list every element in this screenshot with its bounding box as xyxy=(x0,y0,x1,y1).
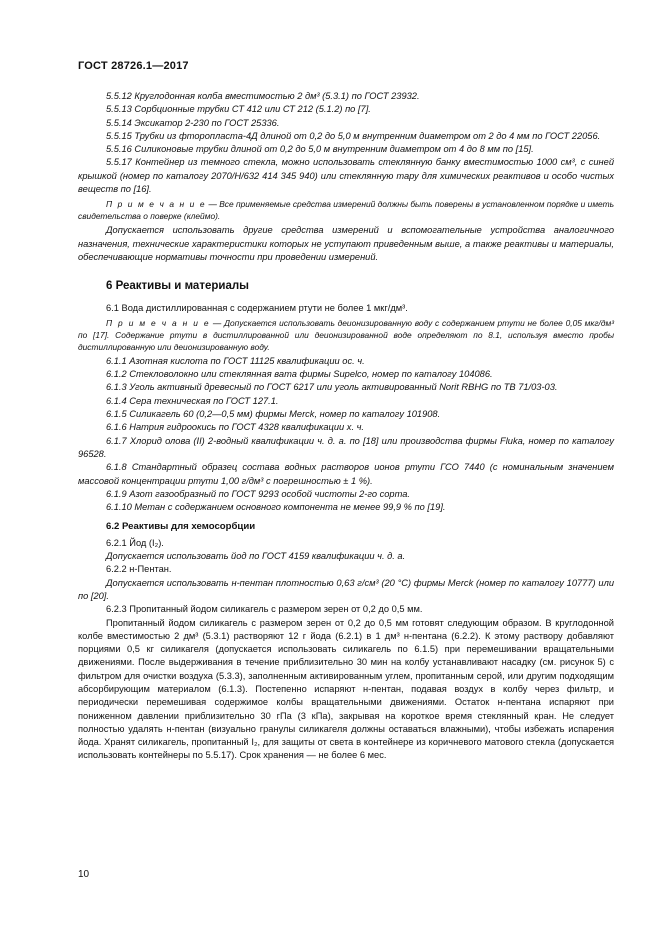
item-5-5-13: 5.5.13 Сорбционные трубки СТ 412 или СТ 212 (5.1.2) по [7]. xyxy=(106,104,371,115)
item-6-1-7: 6.1.7 Хлорид олова (II) 2-водный квалификации ч. д. а. по [18] или производства фирмы Fluka, номер по каталогу 96528. xyxy=(78,435,614,459)
item-6-2-2: 6.2.2 н-Пентан. xyxy=(106,564,172,575)
section-6-title: 6 Реактивы и материалы xyxy=(106,280,249,293)
item-5-5-12: 5.5.12 Круглодонная колба вместимостью 2 дм³ (5.3.1) по ГОСТ 23932. xyxy=(106,91,420,101)
item-6-2-1: 6.2.1 Йод (I₂). xyxy=(106,537,164,548)
item-6-1-5: 6.1.5 Силикагель 60 (0,2—0,5 мм) фирмы Merck, номер по каталогу 101908. xyxy=(106,409,441,420)
item-5-5-14: 5.5.14 Эксикатор 2-230 по ГОСТ 25336. xyxy=(106,117,280,128)
item-6-2-1-allowance: Допускается использовать йод по ГОСТ 4159 квалификации ч. д. а. xyxy=(106,551,406,562)
document-header: ГОСТ 28726.1—2017 xyxy=(78,60,189,72)
item-6-1-1: 6.1.1 Азотная кислота по ГОСТ 11125 квалификации ос. ч. xyxy=(106,355,365,366)
page-content xyxy=(78,90,614,763)
item-6-1-4: 6.1.4 Сера техническая по ГОСТ 127.1. xyxy=(106,395,279,406)
item-5-5-15: 5.5.15 Трубки из фторопласта-4Д длиной от 0,2 до 5,0 м внутренним диаметром от 2 до 4 мм по ГОСТ 22056. xyxy=(106,130,601,141)
item-6-1-9: 6.1.9 Азот газообразный по ГОСТ 9293 особой чистоты 2-го сорта. xyxy=(106,488,410,499)
page-number: 10 xyxy=(78,869,90,880)
note-label: П р и м е ч а н и е xyxy=(106,317,211,328)
item-6-2-2-allowance: Допускается использовать н-пентан плотностью 0,63 г/см³ (20 °C) фирмы Merck (номер по каталогу 10777) или по [20]. xyxy=(78,577,614,601)
allowance-5-5: Допускается использовать другие средства измерений и вспомогательные устройства аналогичного назначения, технические характеристики которых не уступают приведенным выше, а также реактивы и материалы, обеспечивающие нормативы точности при проведении измерений. xyxy=(78,225,614,262)
item-5-5-16: 5.5.16 Силиконовые трубки длиной от 0,2 до 5,0 м внутренним диаметром от 4 до 8 мм по [15]. xyxy=(106,144,534,155)
item-6-1-10: 6.1.10 Метан с содержанием основного компонента не менее 99,9 % по [19]. xyxy=(106,502,446,513)
item-6-1: 6.1 Вода дистиллированная с содержанием ртути не более 1 мкг/дм³. xyxy=(106,302,408,313)
item-6-1-2: 6.1.2 Стекловолокно или стеклянная вата фирмы Supelco, номер по каталогу 104086. xyxy=(106,369,493,380)
item-6-1-6: 6.1.6 Натрия гидроокись по ГОСТ 4328 квалификации х. ч. xyxy=(106,422,365,433)
item-6-1-8: 6.1.8 Стандартный образец состава водных растворов ионов ртути ГСО 7440 (с номинальным значением массовой концентрации ртути 1,00 г/дм³ с погрешностью ± 1 %). xyxy=(78,462,614,486)
note-6-1 xyxy=(78,317,614,353)
item-6-2-3-body: Пропитанный йодом силикагель с размером зерен от 0,2 до 0,5 мм готовят следующим образом. В круглодонной колбе вместимостью 2 дм³ (5.3.1) растворяют 12 г йода (6.2.1) в 1 дм³ н-пентана (6.2.2). К этому раствору добавляют порциями 0,5 кг силикагеля (допускается использовать силикагель по 6.1.5) при перемешивании вращательными движениями. После выдерживания в течение приблизительно 30 мин на колбу устанавливают насадку (см. рисунок 5) с фильтром для очистки воздуха (5.3.3), заполненным активированным углем, пропитанным серой, или другим подходящим абсорбирующим материалом (6.1.3). Постепенно испаряют н-пентан, подавая воздух в колбу через фильтр, и периодически перемешивая содержимое колбы вращательными движениями. Остаток н-пентана испаряют при пониженном давлении приблизительно 30 гПа (3 кПа), закрывая на короткое время стеклянный кран. Не следует полностью удалять н-пентан (визуально гранулы силикагеля должны оставаться влажными), чтобы избежать испарения йода. Хранят силикагель, пропитанный I₂, для защиты от света в контейнере из коричневого матового стекла (допускается использовать контейнеры по 5.5.17). Срок хранения — не более 6 мес. xyxy=(78,617,614,761)
item-5-5-17: 5.5.17 Контейнер из темного стекла, можно использовать стеклянную банку вместимостью 1000 см³, с синей крышкой (номер по каталогу 2070/Н/632 414 345 940) или стеклянную тару для химических реактивов и особо чистых веществ по [16]. xyxy=(78,157,614,195)
item-6-2-3: 6.2.3 Пропитанный йодом силикагель с размером зерен от 0,2 до 0,5 мм. xyxy=(106,604,423,615)
note-text: — Допускается использовать деионизированную воду с содержанием ртути не более 0,05 мкг/дм³ по [17]. Содержание ртути в дистиллированной или деионизированной воде определяют по 8.1, используя вместо пробы дистиллированную или деионизированную воду. xyxy=(78,317,614,352)
section-6-2-title: 6.2 Реактивы для хемосорбции xyxy=(106,521,256,533)
note-5-5 xyxy=(78,198,614,222)
note-label: П р и м е ч а н и е xyxy=(106,199,207,210)
item-6-1-3: 6.1.3 Уголь активный древесный по ГОСТ 6217 или уголь активированный Norit RBHG по ТВ 71/03-03. xyxy=(106,382,558,393)
note-text: — Все применяемые средства измерений должны быть поверены в установленном порядке и иметь свидетельства о поверке (клеймо). xyxy=(78,199,615,222)
